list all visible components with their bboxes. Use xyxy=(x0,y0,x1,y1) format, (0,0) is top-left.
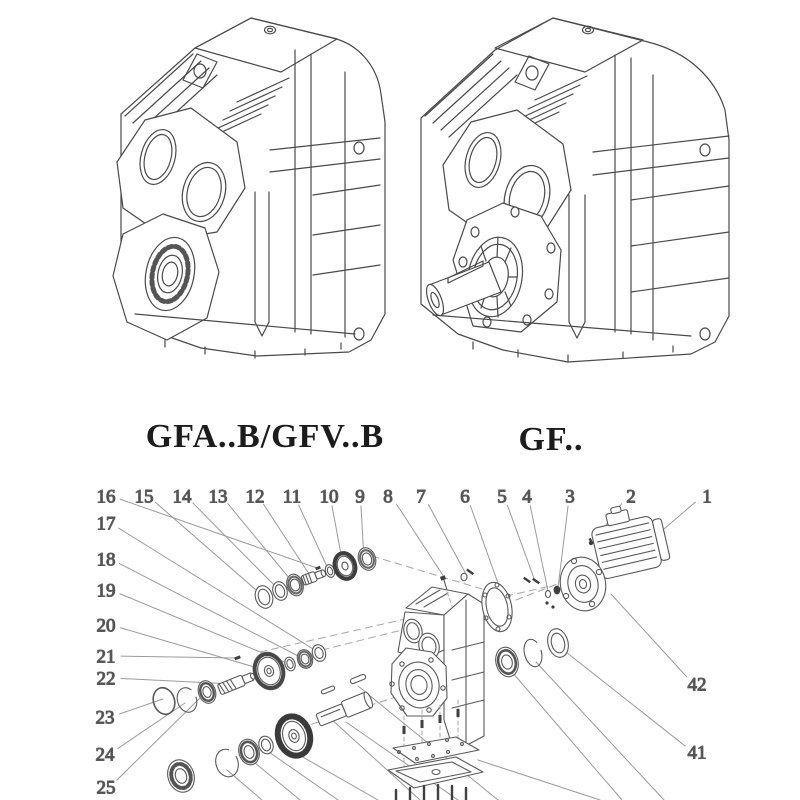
leader-line-24 xyxy=(118,703,185,749)
callout-number-15: 15 xyxy=(134,486,154,508)
callout-number-24: 24 xyxy=(95,744,115,766)
leader-line-23 xyxy=(119,699,163,714)
callout-number-12: 12 xyxy=(245,486,265,508)
figure-caption-right: GF.. xyxy=(518,421,584,458)
snap-ring xyxy=(521,637,545,668)
hex-screw xyxy=(440,575,446,580)
callout-number-4: 4 xyxy=(522,486,532,508)
oil-seal xyxy=(235,737,262,768)
callout-number-18: 18 xyxy=(96,549,116,571)
leader-line-7 xyxy=(428,505,467,576)
callout-number-11: 11 xyxy=(282,486,302,508)
shaft-key-1 xyxy=(321,686,335,695)
leader-line-42 xyxy=(611,594,687,677)
intermediate-gear xyxy=(248,648,289,694)
set-screw xyxy=(234,655,241,660)
input-pinion-shaft xyxy=(301,568,327,586)
callout-number-5: 5 xyxy=(497,486,507,508)
output-shaft-assembly xyxy=(164,674,375,796)
intermediate-pinion-shaft xyxy=(217,670,256,694)
callout-number-20: 20 xyxy=(96,615,116,637)
input-gear xyxy=(330,549,361,584)
leader-line-41 xyxy=(566,652,685,746)
set-screw xyxy=(315,566,321,571)
output-bearing xyxy=(492,645,521,680)
flange-hole-top xyxy=(354,142,364,154)
callout-number-10: 10 xyxy=(319,486,339,508)
callout-number-8: 8 xyxy=(383,486,393,508)
callout-number-41: 41 xyxy=(687,742,707,764)
seal-ring xyxy=(545,626,572,659)
callout-number-22: 22 xyxy=(96,668,116,690)
motor-mount-fasteners xyxy=(523,577,560,609)
leader-line-22 xyxy=(121,678,233,684)
leader-line-25 xyxy=(117,693,205,780)
hollow-shaft-gearbox-drawing xyxy=(105,2,395,398)
leader-line-15 xyxy=(155,502,263,596)
oil-pan xyxy=(388,757,483,800)
figure-right xyxy=(403,0,748,398)
washer xyxy=(461,573,467,581)
leader-line-8 xyxy=(397,504,444,577)
callout-number-19: 19 xyxy=(96,580,116,602)
exploded-parts-diagram xyxy=(0,478,800,800)
callout-number-21: 21 xyxy=(96,646,116,668)
leader-line-11 xyxy=(299,505,329,571)
callout-number-25: 25 xyxy=(96,777,116,799)
callout-number-17: 17 xyxy=(96,513,116,535)
figure-caption-left: GFA..B/GFV..B xyxy=(145,418,385,455)
screw xyxy=(466,569,474,576)
callout-number-14: 14 xyxy=(172,486,192,508)
roller-bearing xyxy=(164,756,199,795)
input-shaft-assembly xyxy=(252,545,378,610)
callout-number-9: 9 xyxy=(355,486,365,508)
callout-number-16: 16 xyxy=(96,486,116,508)
shaft-key-2 xyxy=(350,674,367,685)
flange-hole-bottom xyxy=(700,328,710,340)
o-ring xyxy=(150,685,178,717)
figure-left xyxy=(105,2,395,398)
intermediate-shaft-assembly xyxy=(150,643,328,717)
electric-motor xyxy=(523,498,671,615)
callout-number-7: 7 xyxy=(416,486,426,508)
leader-line-18 xyxy=(119,564,304,659)
circlip xyxy=(212,746,242,779)
callout-number-13: 13 xyxy=(208,486,228,508)
callout-number-23: 23 xyxy=(95,707,115,729)
callout-number-3: 3 xyxy=(565,486,575,508)
leader-line-20 xyxy=(120,628,268,671)
callout-number-6: 6 xyxy=(460,486,470,508)
output-shaft-part xyxy=(315,691,374,728)
leader-line-12 xyxy=(264,504,311,577)
leader-line-5 xyxy=(507,505,535,581)
end-cap xyxy=(252,583,275,610)
callout-number-42: 42 xyxy=(687,674,707,696)
callout-number-2: 2 xyxy=(626,486,636,508)
solid-shaft-gearbox-drawing xyxy=(403,0,748,398)
callout-number-1: 1 xyxy=(702,486,712,508)
output-gear xyxy=(271,710,318,763)
output-side-parts xyxy=(478,580,572,680)
flange-hole-top xyxy=(700,144,710,156)
